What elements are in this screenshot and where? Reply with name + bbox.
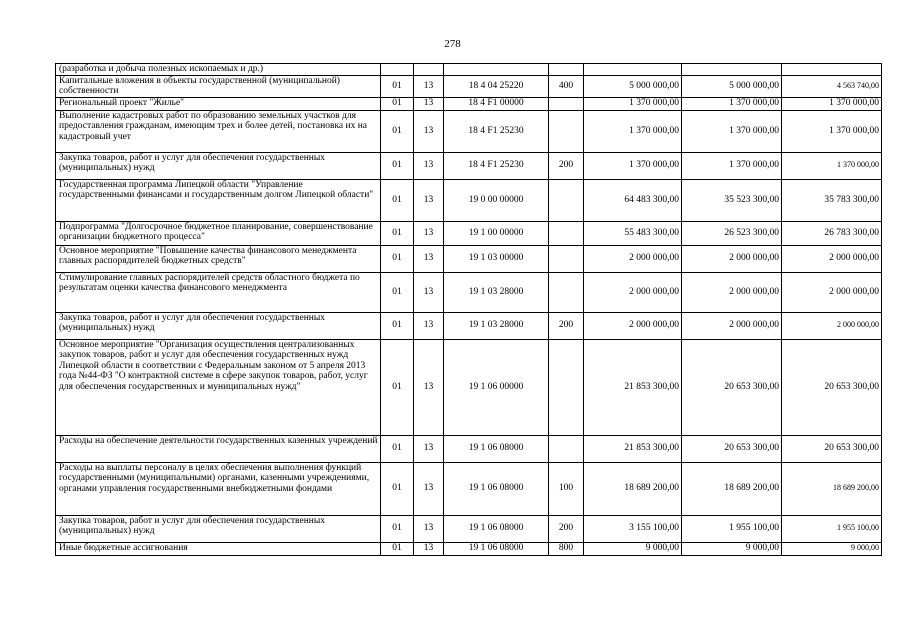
amount-year-2: 20 653 300,00 [682,435,782,462]
target-article-code [444,64,549,76]
subsection-code: 13 [414,75,444,97]
table-row [56,179,882,221]
amount-year-2 [682,64,782,76]
table-row [56,110,882,152]
item-name: Государственная программа Липецкой области "Управление государственными финансами и государственным долгом Липецкой области" [56,179,381,221]
amount-year-3: 20 653 300,00 [782,339,882,435]
item-name: Основное мероприятие "Повышение качества финансового менеджмента главных распорядителей бюджетных средств" [56,245,381,272]
amount-year-2: 20 653 300,00 [682,339,782,435]
subsection-code: 13 [414,245,444,272]
amount-year-2: 26 523 300,00 [682,221,782,245]
amount-year-3: 2 000 000,00 [782,312,882,339]
table-row [56,339,882,435]
budget-table [55,63,882,556]
table-row [56,64,882,76]
amount-year-1: 21 853 300,00 [584,339,682,435]
amount-year-1: 2 000 000,00 [584,272,682,312]
amount-year-1: 5 000 000,00 [584,75,682,97]
section-code: 01 [381,245,414,272]
target-article-code: 19 1 06 00000 [444,339,549,435]
amount-year-2: 9 000,00 [682,542,782,555]
expense-type-code: 800 [549,542,584,555]
amount-year-1: 2 000 000,00 [584,245,682,272]
amount-year-3: 1 955 100,00 [782,515,882,542]
table-row [56,312,882,339]
section-code: 01 [381,97,414,110]
target-article-code: 19 1 03 28000 [444,312,549,339]
amount-year-2: 2 000 000,00 [682,245,782,272]
target-article-code: 19 1 06 08000 [444,462,549,515]
subsection-code: 13 [414,179,444,221]
target-article-code: 19 1 06 08000 [444,542,549,555]
target-article-code: 19 1 06 08000 [444,515,549,542]
item-name: Региональный проект "Жилье" [56,97,381,110]
subsection-code: 13 [414,462,444,515]
table-row [56,221,882,245]
item-name: Закупка товаров, работ и услуг для обеспечения государственных (муниципальных) нужд [56,312,381,339]
amount-year-3: 2 000 000,00 [782,245,882,272]
table-row [56,97,882,110]
expense-type-code [549,179,584,221]
section-code: 01 [381,435,414,462]
amount-year-1: 3 155 100,00 [584,515,682,542]
subsection-code: 13 [414,515,444,542]
section-code: 01 [381,152,414,179]
subsection-code: 13 [414,152,444,179]
amount-year-2: 1 955 100,00 [682,515,782,542]
subsection-code: 13 [414,312,444,339]
amount-year-3 [782,64,882,76]
item-name: Подпрограмма "Долгосрочное бюджетное планирование, совершенствование организации бюджетного процесса" [56,221,381,245]
target-article-code: 19 1 00 00000 [444,221,549,245]
amount-year-1 [584,64,682,76]
section-code: 01 [381,272,414,312]
expense-type-code: 100 [549,462,584,515]
expense-type-code [549,221,584,245]
page-number: 278 [444,38,461,50]
item-name: Расходы на выплаты персоналу в целях обеспечения выполнения функций государственными (муниципальными) органами, казенными учреждениями, органами управления государственными внебюджетными фондами [56,462,381,515]
expense-type-code [549,110,584,152]
subsection-code: 13 [414,272,444,312]
expense-type-code: 200 [549,312,584,339]
amount-year-3: 1 370 000,00 [782,110,882,152]
item-name: Стимулирование главных распорядителей средств областного бюджета по результатам оценки качества финансового менеджмента [56,272,381,312]
item-name: (разработка и добыча полезных ископаемых и др.) [56,64,381,76]
target-article-code: 19 1 06 08000 [444,435,549,462]
amount-year-3: 9 000,00 [782,542,882,555]
section-code: 01 [381,462,414,515]
amount-year-1: 18 689 200,00 [584,462,682,515]
section-code: 01 [381,75,414,97]
subsection-code: 13 [414,110,444,152]
amount-year-3: 1 370 000,00 [782,97,882,110]
amount-year-2: 1 370 000,00 [682,110,782,152]
amount-year-1: 21 853 300,00 [584,435,682,462]
expense-type-code [549,97,584,110]
table-row [56,462,882,515]
amount-year-3: 26 783 300,00 [782,221,882,245]
amount-year-2: 1 370 000,00 [682,152,782,179]
expense-type-code [549,64,584,76]
item-name: Закупка товаров, работ и услуг для обеспечения государственных (муниципальных) нужд [56,515,381,542]
target-article-code: 19 1 03 00000 [444,245,549,272]
section-code: 01 [381,515,414,542]
expense-type-code [549,339,584,435]
subsection-code: 13 [414,435,444,462]
table-row [56,272,882,312]
table-row [56,245,882,272]
table-row [56,435,882,462]
section-code: 01 [381,221,414,245]
amount-year-1: 1 370 000,00 [584,97,682,110]
expense-type-code: 400 [549,75,584,97]
subsection-code: 13 [414,97,444,110]
expense-type-code [549,245,584,272]
amount-year-2: 2 000 000,00 [682,272,782,312]
subsection-code: 13 [414,542,444,555]
section-code: 01 [381,312,414,339]
amount-year-1: 64 483 300,00 [584,179,682,221]
target-article-code: 18 4 04 25220 [444,75,549,97]
subsection-code [414,64,444,76]
amount-year-2: 1 370 000,00 [682,97,782,110]
amount-year-2: 35 523 300,00 [682,179,782,221]
table-row [56,75,882,97]
amount-year-2: 2 000 000,00 [682,312,782,339]
amount-year-3: 18 689 200,00 [782,462,882,515]
amount-year-2: 18 689 200,00 [682,462,782,515]
expense-type-code [549,435,584,462]
target-article-code: 18 4 F1 00000 [444,97,549,110]
section-code: 01 [381,179,414,221]
amount-year-1: 1 370 000,00 [584,152,682,179]
subsection-code: 13 [414,339,444,435]
amount-year-2: 5 000 000,00 [682,75,782,97]
target-article-code: 19 0 00 00000 [444,179,549,221]
item-name: Закупка товаров, работ и услуг для обеспечения государственных (муниципальных) нужд [56,152,381,179]
target-article-code: 19 1 03 28000 [444,272,549,312]
item-name: Капитальные вложения в объекты государственной (муниципальной) собственности [56,75,381,97]
section-code: 01 [381,542,414,555]
subsection-code: 13 [414,221,444,245]
table-row [56,152,882,179]
table-row [56,542,882,555]
section-code [381,64,414,76]
table-row [56,515,882,542]
amount-year-3: 4 563 740,00 [782,75,882,97]
item-name: Иные бюджетные ассигнования [56,542,381,555]
section-code: 01 [381,339,414,435]
amount-year-1: 1 370 000,00 [584,110,682,152]
amount-year-3: 1 370 000,00 [782,152,882,179]
amount-year-1: 2 000 000,00 [584,312,682,339]
amount-year-1: 55 483 300,00 [584,221,682,245]
amount-year-1: 9 000,00 [584,542,682,555]
amount-year-3: 2 000 000,00 [782,272,882,312]
expense-type-code [549,272,584,312]
amount-year-3: 20 653 300,00 [782,435,882,462]
section-code: 01 [381,110,414,152]
target-article-code: 18 4 F1 25230 [444,152,549,179]
amount-year-3: 35 783 300,00 [782,179,882,221]
item-name: Основное мероприятие "Организация осуществления централизованных закупок товаров, работ и услуг для обеспечения государственных нужд Липецкой области в соответствии с Федеральным законом от 5 апреля 2013 года №44-ФЗ "О контрактной системе в сфере закупок товаров, работ, услуг для обеспечения государственных и муниципальных нужд" [56,339,381,435]
item-name: Расходы на обеспечение деятельности государственных казенных учреждений [56,435,381,462]
expense-type-code: 200 [549,515,584,542]
target-article-code: 18 4 F1 25230 [444,110,549,152]
item-name: Выполнение кадастровых работ по образованию земельных участков для предоставления гражданам, имеющим трех и более детей, постановка их на кадастровый учет [56,110,381,152]
expense-type-code: 200 [549,152,584,179]
